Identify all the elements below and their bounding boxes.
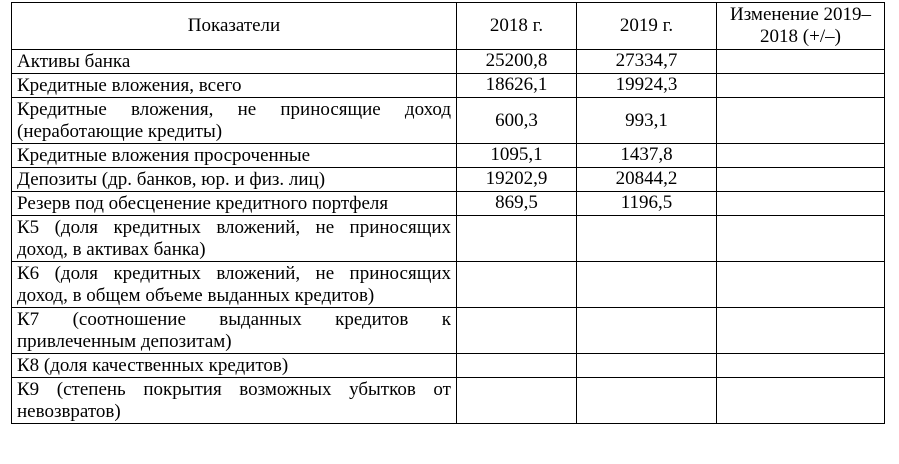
header-2018: 2018 г. [457,3,577,50]
cell-2019 [577,308,717,354]
cell-change [717,216,885,262]
cell-2019 [577,216,717,262]
row-label: К8 (доля качественных кредитов) [12,354,457,378]
indicators-table-container [11,2,885,424]
table-row [12,262,885,308]
cell-change [717,50,885,74]
table-row [12,50,885,74]
table-row [12,192,885,216]
header-indicators: Показатели [12,3,457,50]
cell-change [717,98,885,144]
cell-change [717,354,885,378]
cell-2018: 19202,9 [457,168,577,192]
cell-change [717,144,885,168]
cell-2018: 1095,1 [457,144,577,168]
row-label: К7 (соотношение выданных кредитов к привлеченным депозитам) [12,308,457,354]
cell-2018 [457,262,577,308]
cell-2018 [457,216,577,262]
cell-2019: 19924,3 [577,74,717,98]
cell-change [717,168,885,192]
header-2019: 2019 г. [577,3,717,50]
cell-2018 [457,308,577,354]
row-label: Резерв под обесценение кредитного портфеля [12,192,457,216]
cell-2019: 1437,8 [577,144,717,168]
table-row [12,144,885,168]
row-label: К6 (доля кредитных вложений, не приносящих доход, в общем объеме выданных кредитов) [12,262,457,308]
cell-change [717,308,885,354]
header-change: Изменение 2019–2018 (+/–) [717,3,885,50]
row-label: К9 (степень покрытия возможных убытков от невозвратов) [12,378,457,424]
cell-2019: 1196,5 [577,192,717,216]
cell-2019: 27334,7 [577,50,717,74]
table-row [12,98,885,144]
row-label: Кредитные вложения просроченные [12,144,457,168]
table-row [12,354,885,378]
table-row [12,74,885,98]
table-header-row [12,3,885,50]
cell-change [717,262,885,308]
bank-indicators-table [11,2,885,424]
table-row [12,378,885,424]
cell-change [717,192,885,216]
row-label: Активы банка [12,50,457,74]
cell-2018: 869,5 [457,192,577,216]
row-label: Депозиты (др. банков, юр. и физ. лиц) [12,168,457,192]
cell-2019: 20844,2 [577,168,717,192]
row-label: Кредитные вложения, не приносящие доход (неработающие кредиты) [12,98,457,144]
cell-change [717,378,885,424]
table-row [12,216,885,262]
cell-2018: 600,3 [457,98,577,144]
cell-2018: 25200,8 [457,50,577,74]
cell-2019 [577,354,717,378]
row-label: К5 (доля кредитных вложений, не приносящих доход, в активах банка) [12,216,457,262]
cell-2018 [457,378,577,424]
row-label: Кредитные вложения, всего [12,74,457,98]
table-row [12,308,885,354]
table-row [12,168,885,192]
cell-2019: 993,1 [577,98,717,144]
cell-2018 [457,354,577,378]
cell-2019 [577,378,717,424]
cell-2019 [577,262,717,308]
cell-change [717,74,885,98]
cell-2018: 18626,1 [457,74,577,98]
